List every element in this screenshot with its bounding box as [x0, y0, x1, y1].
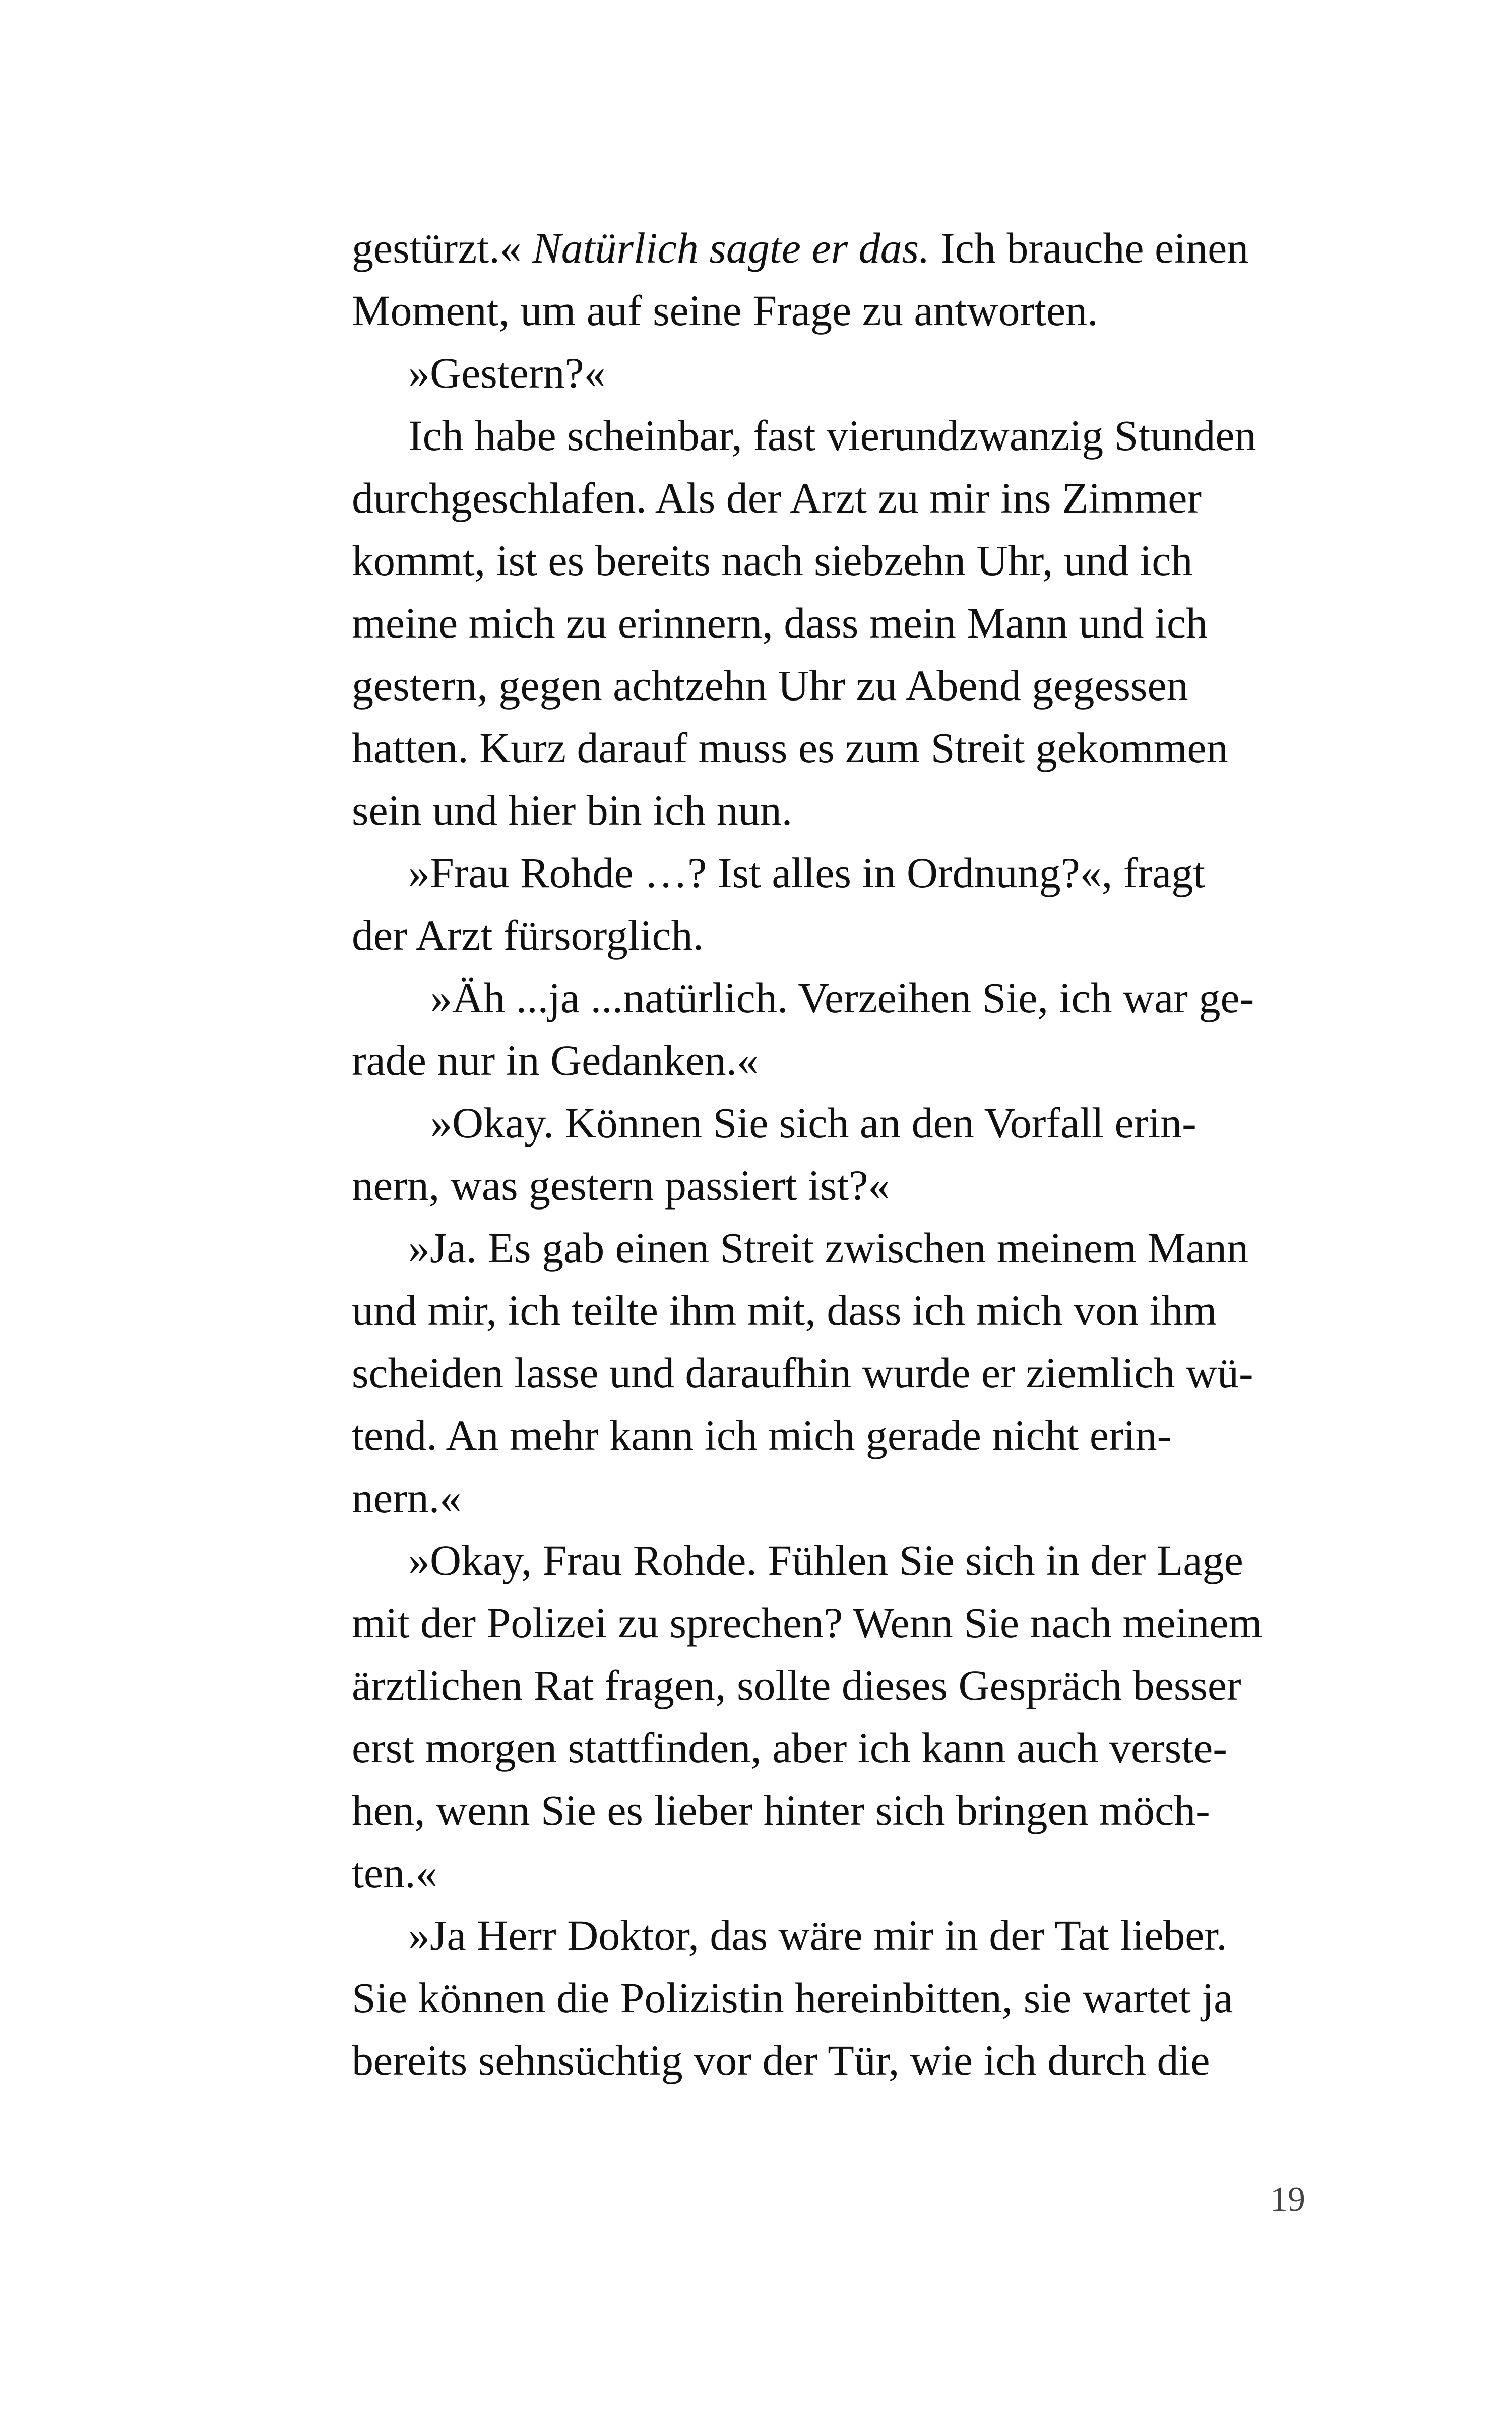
- text-line: »Ja Herr Doktor, das wäre mir in der Tat lieber.: [408, 1911, 1227, 1959]
- text-line: nern, was gestern passiert ist?«: [352, 1161, 890, 1210]
- text-line: gestern, gegen achtzehn Uhr zu Abend gegessen: [352, 661, 1188, 710]
- text-line: [352, 217, 1309, 279]
- text-line: rade nur in Gedanken.«: [352, 1036, 759, 1085]
- text-line: ten.«: [352, 1849, 437, 1897]
- text-line: »Ja. Es gab einen Streit zwischen meinem Mann: [408, 1224, 1249, 1272]
- text-line: tend. An mehr kann ich mich gerade nicht erin-: [352, 1411, 1172, 1459]
- text-line: »Frau Rohde …? Ist alles in Ordnung?«, fragt: [408, 849, 1206, 897]
- text-line: kommt, ist es bereits nach siebzehn Uhr, und ich: [352, 536, 1193, 585]
- italic-phrase: Natürlich sagte er das.: [532, 224, 930, 272]
- text-line: nern.«: [352, 1474, 462, 1522]
- text-line: und mir, ich teilte ihm mit, dass ich mich von ihm: [352, 1286, 1217, 1334]
- text-line: Moment, um auf seine Frage zu antworten.: [352, 286, 1098, 335]
- text-line: »Äh ...ja ...natürlich. Verzeihen Sie, ich war ge-: [430, 974, 1254, 1022]
- text-line: ärztlichen Rat fragen, sollte dieses Gespräch besser: [352, 1661, 1241, 1709]
- page-number: 19: [1270, 2180, 1305, 2219]
- text-line: sein und hier bin ich nun.: [352, 786, 793, 835]
- text-line: bereits sehnsüchtig vor der Tür, wie ich durch die: [352, 2036, 1210, 2084]
- text-line: scheiden lasse und daraufhin wurde er ziemlich wü-: [352, 1349, 1253, 1397]
- text-line: hatten. Kurz darauf muss es zum Streit gekommen: [352, 724, 1228, 772]
- body-text: [352, 217, 1309, 2091]
- text-lines: [352, 279, 1309, 2091]
- text-line: erst morgen stattfinden, aber ich kann auch verste-: [352, 1724, 1227, 1772]
- text-segment: Ich brauche einen: [929, 224, 1249, 272]
- text-line: »Okay, Frau Rohde. Fühlen Sie sich in der Lage: [408, 1536, 1243, 1584]
- text-line: durchgeschlafen. Als der Arzt zu mir ins Zimmer: [352, 474, 1202, 522]
- text-line: meine mich zu erinnern, dass mein Mann und ich: [352, 599, 1208, 647]
- text-line: Sie können die Polizistin hereinbitten, sie wartet ja: [352, 1974, 1233, 2022]
- text-line: »Gestern?«: [408, 349, 606, 397]
- text-line: mit der Polizei zu sprechen? Wenn Sie nach meinem: [352, 1599, 1263, 1647]
- text-line: hen, wenn Sie es lieber hinter sich bringen möch-: [352, 1786, 1210, 1834]
- text-line: der Arzt fürsorglich.: [352, 911, 704, 960]
- text-line: Ich habe scheinbar, fast vierundzwanzig Stunden: [408, 411, 1256, 460]
- text-segment: gestürzt.«: [352, 224, 533, 272]
- text-line: »Okay. Können Sie sich an den Vorfall erin-: [430, 1099, 1196, 1147]
